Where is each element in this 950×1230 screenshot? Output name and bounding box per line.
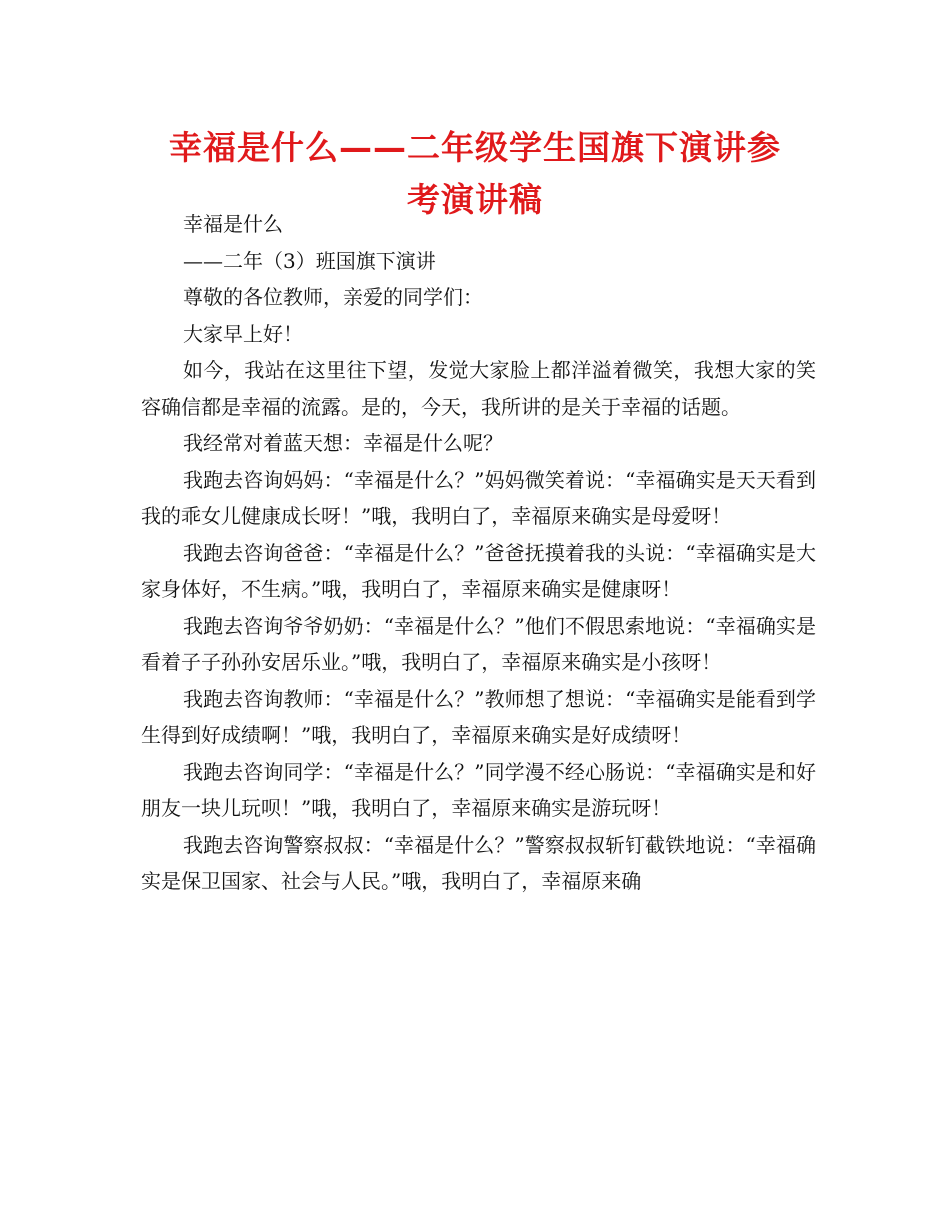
paragraph-police: 我跑去咨询警察叔叔：“幸福是什么？”警察叔叔斩钉截铁地说：“幸福确实是保卫国家、社会与人民。”哦，我明白了，幸福原来确	[141, 832, 816, 893]
paragraph-grandparents: 我跑去咨询爷爷奶奶：“幸福是什么？”他们不假思索地说：“幸福确实是看着子子孙孙安居乐业。”哦，我明白了，幸福原来确实是小孩呀！	[141, 613, 816, 674]
paragraph-class-byline: ——二年（3）班国旗下演讲	[183, 248, 436, 273]
title-line-1: 幸福是什么——二年级学生国旗下演讲参	[169, 128, 781, 167]
paragraph-classmate: 我跑去咨询同学：“幸福是什么？”同学漫不经心肠说：“幸福确实是和好朋友一块儿玩呗！”哦，我明白了，幸福原来确实是游玩呀！	[141, 759, 816, 820]
paragraph-mother: 我跑去咨询妈妈：“幸福是什么？”妈妈微笑着说：“幸福确实是天天看到我的乖女儿健康成长呀！”哦，我明白了，幸福原来确实是母爱呀！	[141, 467, 816, 528]
title-line-2: 考演讲稿	[407, 180, 543, 219]
paragraph-salutation: 尊敬的各位教师，亲爱的同学们：	[183, 285, 483, 309]
paragraph-speech-title: 幸福是什么	[183, 212, 283, 236]
document-body	[141, 206, 816, 900]
paragraph-father: 我跑去咨询爸爸：“幸福是什么？”爸爸抚摸着我的头说：“幸福确实是大家身体好，不生病。”哦，我明白了，幸福原来确实是健康呀！	[141, 540, 816, 601]
paragraph-intro: 如今，我站在这里往下望，发觉大家脸上都洋溢着微笑，我想大家的笑容确信都是幸福的流露。是的，今天，我所讲的是关于幸福的话题。	[141, 358, 816, 419]
paragraph-question: 我经常对着蓝天想：幸福是什么呢？	[183, 431, 503, 455]
paragraph-greeting: 大家早上好！	[183, 321, 303, 346]
paragraph-teacher: 我跑去咨询教师：“幸福是什么？”教师想了想说：“幸福确实是能看到学生得到好成绩啊！”哦，我明白了，幸福原来确实是好成绩呀！	[141, 686, 816, 747]
